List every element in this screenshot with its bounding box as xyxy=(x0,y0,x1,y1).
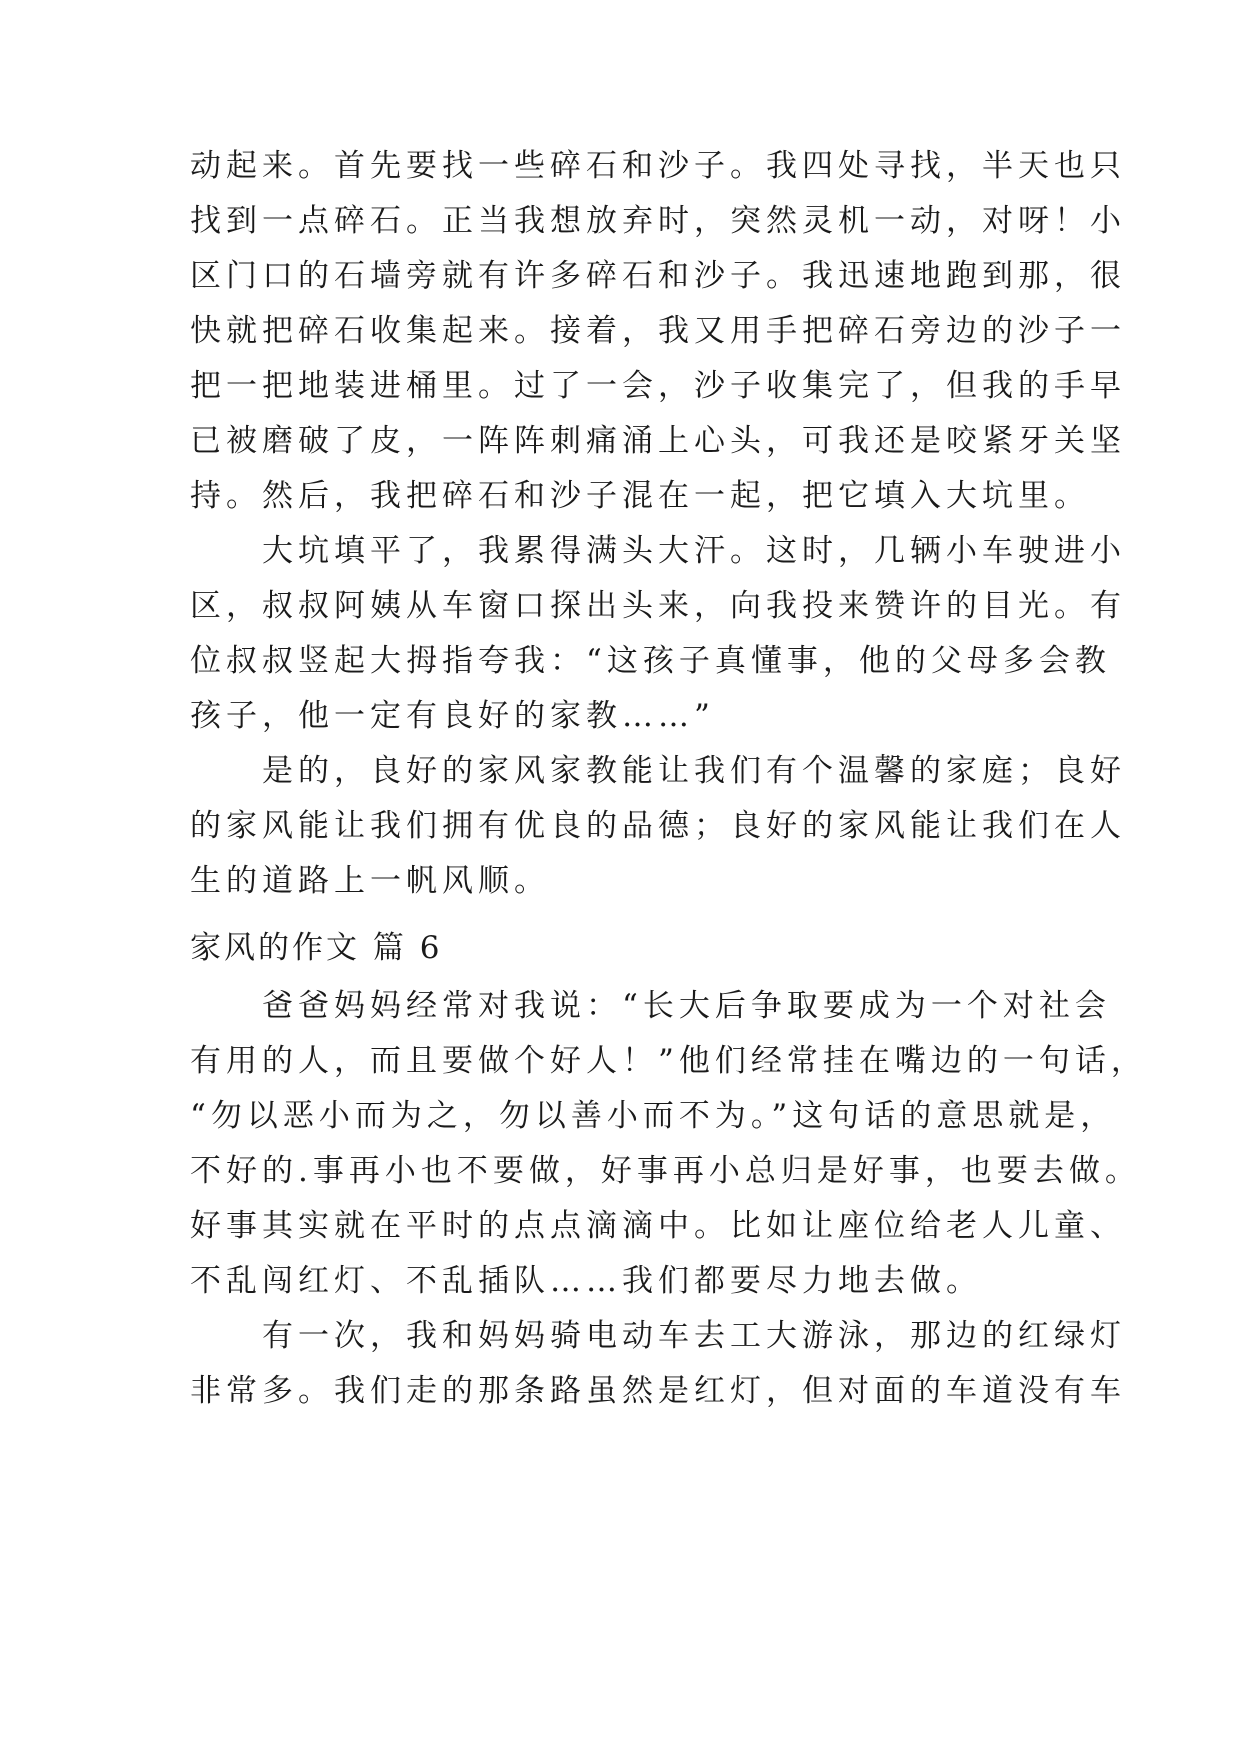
paragraph-line: 大坑填平了，我累得满头大汗。这时，几辆小车驶进小 xyxy=(190,533,1126,569)
paragraph-line: 爸爸妈妈经常对我说：“长大后争取要成为一个对社会 xyxy=(190,988,1111,1024)
paragraph-line: 有用的人，而且要做个好人！”他们经常挂在嘴边的一句话， xyxy=(190,1043,1147,1079)
paragraph-line: 区，叔叔阿姨从车窗口探出头来，向我投来赞许的目光。有 xyxy=(190,588,1126,624)
paragraph-line: 的家风能让我们拥有优良的品德；良好的家风能让我们在人 xyxy=(190,808,1126,844)
paragraph-line: 有一次，我和妈妈骑电动车去工大游泳，那边的红绿灯 xyxy=(190,1318,1126,1354)
paragraph-line: 非常多。我们走的那条路虽然是红灯，但对面的车道没有车 xyxy=(190,1373,1126,1409)
paragraph-line: 区门口的石墙旁就有许多碎石和沙子。我迅速地跑到那，很 xyxy=(190,258,1126,294)
paragraph-line: 不乱闯红灯、不乱插队……我们都要尽力地去做。 xyxy=(190,1263,982,1299)
paragraph-line: 不好的.事再小也不要做，好事再小总归是好事，也要去做。 xyxy=(190,1153,1141,1189)
paragraph-line: 好事其实就在平时的点点滴滴中。比如让座位给老人儿童、 xyxy=(190,1208,1126,1244)
paragraph-line: 持。然后，我把碎石和沙子混在一起，把它填入大坑里。 xyxy=(190,478,1090,514)
paragraph-line: 孩子，他一定有良好的家教……” xyxy=(190,698,715,734)
paragraph-line: 位叔叔竖起大拇指夸我：“这孩子真懂事，他的父母多会教 xyxy=(190,643,1111,679)
paragraph-line: 生的道路上一帆风顺。 xyxy=(190,863,550,899)
paragraph-line: “勿以恶小而为之，勿以善小而不为。”这句话的意思就是， xyxy=(190,1098,1117,1134)
section-heading: 家风的作文 篇 6 xyxy=(190,930,443,966)
paragraph-line: 是的，良好的家风家教能让我们有个温馨的家庭；良好 xyxy=(190,753,1126,789)
paragraph-line: 找到一点碎石。正当我想放弃时，突然灵机一动，对呀！小 xyxy=(190,203,1126,239)
paragraph-line: 已被磨破了皮，一阵阵刺痛涌上心头，可我还是咬紧牙关坚 xyxy=(190,423,1126,459)
paragraph-line: 快就把碎石收集起来。接着，我又用手把碎石旁边的沙子一 xyxy=(190,313,1126,349)
paragraph-line: 把一把地装进桶里。过了一会，沙子收集完了，但我的手早 xyxy=(190,368,1126,404)
paragraph-line: 动起来。首先要找一些碎石和沙子。我四处寻找，半天也只 xyxy=(190,148,1126,184)
